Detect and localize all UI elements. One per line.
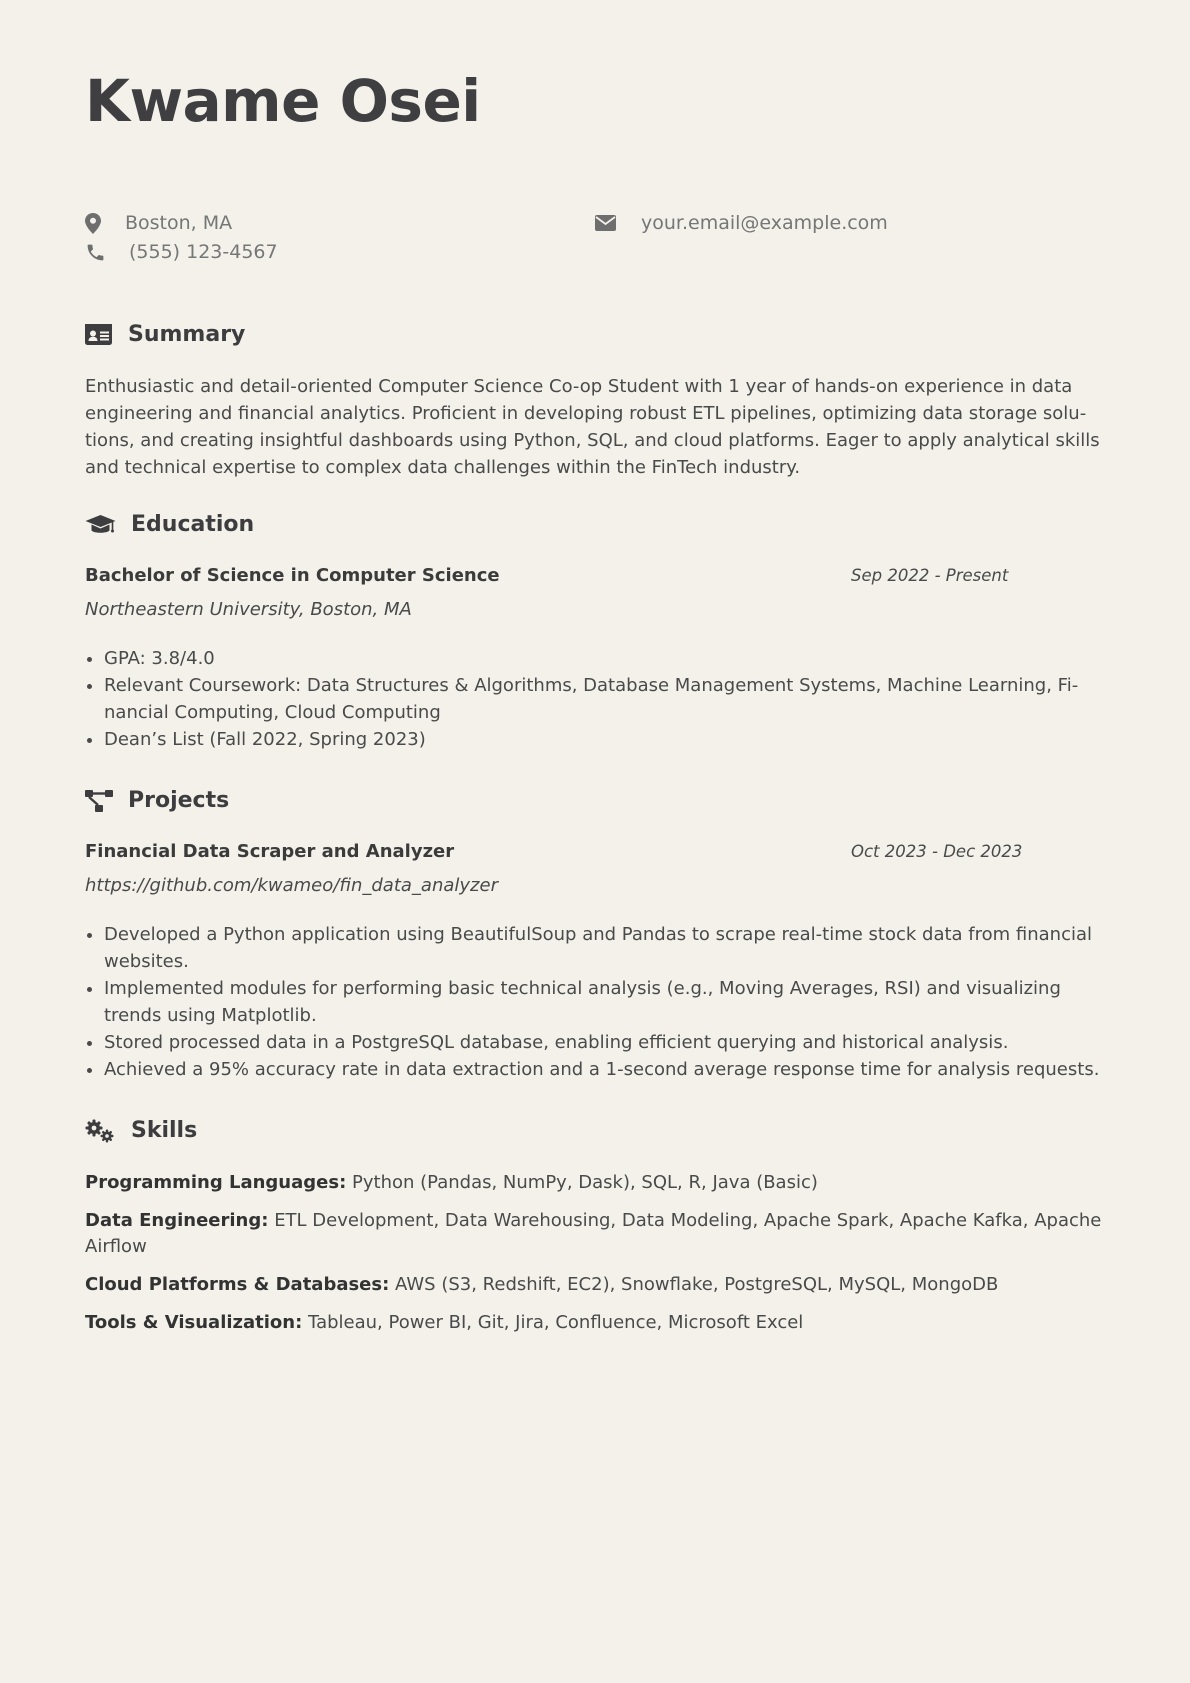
email-link[interactable]: your.email@example.com [641, 212, 888, 234]
summary-text: Enthusiastic and detail-oriented Computer Science Co-op Student with 1 year of hands-on experience in data engineering and financial analytics. Proficient in developing robust ETL pipelines, optimizing data storage solu- tions, and creating insightful dashboards using Python, SQL, and cloud platforms. Eager to apply analytical skills and technical expertise to complex data challenges within the FinTech industry. [85, 376, 1100, 478]
skills-heading-text: Skills [131, 1118, 198, 1143]
education-heading-text: Education [131, 512, 255, 537]
education-degree: Bachelor of Science in Computer Science [85, 565, 500, 586]
list-item: Achieved a 95% accuracy rate in data extraction and a 1-second average response time for analysis requests. [85, 1056, 1105, 1083]
project-dates: Oct 2023 - Dec 2023 [851, 842, 1023, 861]
project-bullets [85, 921, 1105, 1083]
education-school: Northeastern University, Boston, MA [85, 599, 412, 620]
map-marker-icon [85, 213, 125, 234]
skill-value: ETL Development, Data Warehousing, Data Modeling, Apache Spark, Apache Kafka, Apache Airflow [85, 1210, 1102, 1257]
contact-phone [85, 241, 278, 263]
list-item: GPA: 3.8/4.0 [85, 645, 1105, 672]
education-bullets [85, 645, 1105, 753]
skill-label: Tools & Visualization: [85, 1312, 303, 1333]
envelope-icon [595, 215, 641, 231]
list-item: Implemented modules for performing basic technical analysis (e.g., Moving Averages, RSI) and visualizing trends using Matplotlib. [85, 975, 1105, 1029]
section-summary-heading [85, 322, 245, 347]
skill-row [85, 1310, 1105, 1336]
section-projects-heading [85, 788, 229, 813]
projects-heading-text: Projects [128, 788, 230, 813]
location-text: Boston, MA [125, 212, 233, 234]
skill-value: Python (Pandas, NumPy, Dask), SQL, R, Java (Basic) [352, 1172, 818, 1193]
project-url[interactable]: https://github.com/kwameo/fin_data_analyzer [85, 875, 498, 896]
section-skills-heading [85, 1118, 197, 1143]
skill-label: Data Engineering: [85, 1210, 269, 1231]
skill-label: Programming Languages: [85, 1172, 347, 1193]
id-card-icon [85, 324, 128, 345]
contact-email [595, 212, 888, 234]
list-item: Stored processed data in a PostgreSQL database, enabling efficient querying and historical analysis. [85, 1029, 1105, 1056]
list-item: Relevant Coursework: Data Structures & Algorithms, Database Management Systems, Machine Learning, Fi- nancial Computing, Cloud Computing [85, 672, 1105, 726]
skill-value: Tableau, Power BI, Git, Jira, Confluence, Microsoft Excel [308, 1312, 804, 1333]
project-diagram-icon [85, 790, 128, 812]
graduation-cap-icon [85, 514, 131, 536]
gears-icon [85, 1119, 131, 1143]
phone-icon [85, 242, 129, 263]
skill-row [85, 1208, 1105, 1260]
list-item: Developed a Python application using BeautifulSoup and Pandas to scrape real-time stock data from financial websites. [85, 921, 1105, 975]
candidate-name: Kwame Osei [85, 67, 481, 135]
skill-row [85, 1170, 1105, 1196]
section-education-heading [85, 512, 254, 537]
skill-row [85, 1272, 1105, 1298]
contact-location [85, 212, 232, 234]
phone-text: (555) 123-4567 [129, 241, 278, 263]
summary-heading-text: Summary [128, 322, 246, 347]
skill-label: Cloud Platforms & Databases: [85, 1274, 390, 1295]
list-item: Dean’s List (Fall 2022, Spring 2023) [85, 726, 1105, 753]
education-dates: Sep 2022 - Present [851, 566, 1009, 585]
project-title: Financial Data Scraper and Analyzer [85, 841, 455, 862]
skill-value: AWS (S3, Redshift, EC2), Snowflake, PostgreSQL, MySQL, MongoDB [395, 1274, 999, 1295]
